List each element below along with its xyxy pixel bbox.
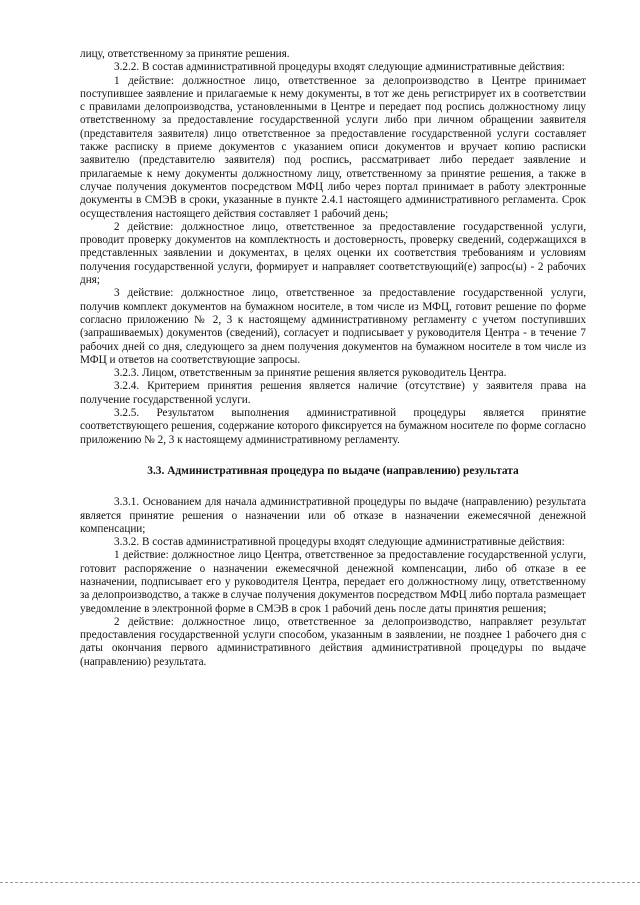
- paragraph: 3.3.1. Основанием для начала административной процедуры по выдаче (направлению) результата является принятие решения о назначении или об отказе в назначении ежемесячной денежной компенсации;: [80, 496, 586, 535]
- section-heading: 3.3. Административная процедура по выдаче (направлению) результата: [147, 464, 519, 477]
- paragraph: лицу, ответственному за принятие решения.: [80, 48, 290, 60]
- paragraph: 3 действие: должностное лицо, ответственное за предоставление государственной услуги, получив комплект документов на бумажном носителе, в том числе из МФЦ, готовит решение по форме согласно приложению № 2, 3 к настоящему административному регламенту с учетом поступивших (запрашиваемых) документов (сведений), согласует и подписывает у руководителя Центра - в течение 7 рабочих дней со дня, следующего за днем получения документов на бумажном носителе в том числе из МФЦ и ответов на соответствующие запросы.: [80, 287, 586, 366]
- paragraph: 2 действие: должностное лицо, ответственное за делопроизводство, направляет результат предоставления государственной услуги способом, указанным в заявлении, не позднее 1 рабочего дня с даты окончания первого административного действия административной процедуры по выдаче (направлению) результата.: [80, 615, 586, 668]
- section-3-3: [80, 496, 586, 669]
- document-page: [80, 48, 586, 669]
- paragraph: 2 действие: должностное лицо, ответственное за предоставление государственной услуги, проводит проверку документов на комплектность и достоверность, проверку сведений, содержащихся в представленных заявлении и документах, в целях оценки их соответствия требованиям и условиям получения государственной услуги, формирует и направляет соответствующий(е) запрос(ы) - 2 рабочих дня;: [80, 220, 586, 287]
- paragraph: 3.2.4. Критерием принятия решения является наличие (отсутствие) у заявителя права на получение государственной услуги.: [80, 380, 586, 406]
- paragraph: 3.3.2. В состав административной процедуры входят следующие административные действия:: [114, 536, 565, 549]
- paragraph: 1 действие: должностное лицо, ответственное за делопроизводство в Центре принимает поступившее заявление и прилагаемые к нему документы, в тот же день регистрирует их в соответствии с правилами делопроизводства, установленными в Центре и передает под роспись должностному лицу ответственному за предоставление государственной услуги либо при личном обращении заявителя (представителя заявителя) лицо ответственное за предоставление государственной услуги составляет также расписку в приеме документов с указанием описи документов и вручает копию расписки заявителю (представителю заявителя) под роспись, рассматривает либо передает заявление и прилагаемые к нему документы должностному лицу, ответственному за принятие решения, а также в случае получения документов посредством МФЦ либо через портал принимает в работу электронные документы в СМЭВ в сроки, указанные в пункте 2.4.1 настоящего административного регламента. Срок осуществления настоящего действия составляет 1 рабочий день;: [80, 74, 586, 220]
- paragraph: 3.2.3. Лицом, ответственным за принятие решения является руководитель Центра.: [114, 367, 507, 380]
- paragraph: 1 действие: должностное лицо Центра, ответственное за предоставление государственной услуги, готовит распоряжение о назначении ежемесячной денежной компенсации, либо об отказе в ее назначении, подписывает его у руководителя Центра, передает его должностному лицу, ответственному за делопроизводство, а также в случае получения документов посредством МФЦ либо портала размещает уведомление в электронной форме в СМЭВ в срок 1 рабочий день после даты принятия решения;: [80, 549, 586, 615]
- paragraph: 3.2.5. Результатом выполнения административной процедуры является принятие соответствующего решения, содержание которого фиксируется на бумажном носителе по форме согласно приложению № 2, 3 к настоящему административному регламенту.: [80, 407, 586, 446]
- section-3-2-continuation: [80, 48, 586, 447]
- page-bottom-rule: [0, 882, 640, 883]
- paragraph: 3.2.2. В состав административной процедуры входят следующие административные действия:: [114, 61, 565, 74]
